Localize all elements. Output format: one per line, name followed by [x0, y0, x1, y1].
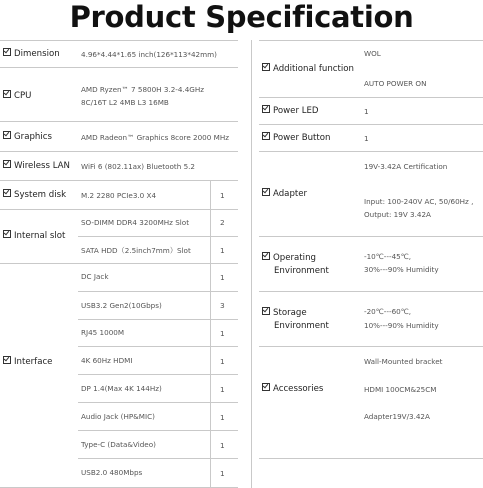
- checkbox-icon: [262, 307, 270, 315]
- row-divider: [0, 209, 238, 210]
- row-divider: [78, 458, 238, 459]
- checkbox-icon: [3, 189, 11, 197]
- interface-count: 1: [220, 413, 225, 422]
- power-led-value: 1: [364, 107, 369, 116]
- interface-row: DP 1.4(Max 4K 144Hz): [81, 384, 162, 393]
- internal-slot-label: Internal slot: [3, 230, 65, 242]
- interface-row: Audio Jack (HP&MIC): [81, 412, 155, 421]
- checkbox-icon: [262, 63, 270, 71]
- checkbox-icon: [3, 90, 11, 98]
- interface-count: 1: [220, 357, 225, 366]
- interface-row: 4K 60Hz HDMI: [81, 356, 133, 365]
- checkbox-icon: [3, 230, 11, 238]
- row-divider: [259, 346, 483, 347]
- row-divider: [0, 67, 238, 68]
- row-divider: [259, 40, 483, 41]
- internal-slot-count: 1: [220, 246, 225, 255]
- accessories-line-2: HDMI 100CM&25CM: [364, 385, 437, 394]
- page-title: Product Specification: [69, 0, 414, 34]
- interface-row: DC Jack: [81, 272, 109, 281]
- row-divider: [0, 121, 238, 122]
- interface-count: 3: [220, 301, 225, 310]
- row-divider: [0, 151, 238, 152]
- row-divider: [0, 180, 238, 181]
- operating-environment-label-2: Environment: [274, 266, 329, 276]
- cpu-line-1: AMD Ryzen™ 7 5800H 3.2-4.4GHz: [81, 85, 205, 94]
- row-divider: [78, 374, 238, 375]
- wireless-value: WiFi 6 (802.11ax) Bluetooth 5.2: [81, 162, 196, 171]
- row-divider: [0, 40, 238, 41]
- storage-humidity: 10%---90% Humidity: [364, 321, 439, 330]
- system-disk-label: System disk: [3, 189, 66, 201]
- power-button-value: 1: [364, 134, 369, 143]
- interface-count: 1: [220, 469, 225, 478]
- operating-temperature: -10℃---45℃,: [364, 252, 412, 261]
- adapter-line-1: 19V-3.42A Certification: [364, 162, 448, 171]
- system-disk-value: M.2 2280 PCIe3.0 X4: [81, 191, 157, 200]
- interface-label: Interface: [3, 356, 52, 368]
- interface-count: 1: [220, 273, 225, 282]
- internal-slot-row: SO-DIMM DDR4 3200MHz Slot: [81, 218, 190, 227]
- interface-row: USB3.2 Gen2(10Gbps): [81, 301, 162, 310]
- row-divider: [0, 263, 238, 264]
- row-divider: [259, 151, 483, 152]
- checkbox-icon: [3, 48, 11, 56]
- row-divider: [259, 97, 483, 98]
- adapter-label: Adapter: [262, 188, 307, 200]
- row-divider: [78, 402, 238, 403]
- operating-humidity: 30%---90% Humidity: [364, 265, 439, 274]
- checkbox-icon: [3, 356, 11, 364]
- internal-slot-count: 2: [220, 218, 225, 227]
- additional-function-label: Additional function: [262, 63, 354, 75]
- wireless-label: Wireless LAN: [3, 160, 70, 172]
- interface-count: 1: [220, 329, 225, 338]
- row-divider: [78, 236, 238, 237]
- system-disk-count: 1: [220, 191, 225, 200]
- adapter-line-3: Output: 19V 3.42A: [364, 210, 431, 219]
- row-divider: [259, 124, 483, 125]
- center-divider: [251, 40, 252, 488]
- interface-row: RJ45 1000M: [81, 328, 125, 337]
- internal-slot-row: SATA HDD（2.5inch7mm）Slot: [81, 246, 191, 255]
- row-divider: [78, 291, 238, 292]
- storage-environment-label: Storage: [262, 307, 307, 319]
- interface-count: 1: [220, 385, 225, 394]
- accessories-line-1: Wall-Mounted bracket: [364, 357, 443, 366]
- power-button-label: Power Button: [262, 132, 331, 144]
- dimension-value: 4.96*4.44*1.65 inch(126*113*42mm): [81, 50, 217, 59]
- row-divider: [78, 319, 238, 320]
- row-divider: [78, 430, 238, 431]
- additional-function-line-2: AUTO POWER ON: [364, 79, 427, 88]
- interface-count: 1: [220, 441, 225, 450]
- count-column-divider: [210, 180, 211, 487]
- interface-row: Type-C (Data&Video): [81, 440, 156, 449]
- checkbox-icon: [262, 132, 270, 140]
- operating-environment-label: Operating: [262, 252, 316, 264]
- storage-temperature: -20℃---60℃,: [364, 307, 412, 316]
- checkbox-icon: [262, 188, 270, 196]
- cpu-line-2: 8C/16T L2 4MB L3 16MB: [81, 98, 169, 107]
- dimension-label: Dimension: [3, 48, 60, 60]
- checkbox-icon: [262, 383, 270, 391]
- accessories-line-3: Adapter19V/3.42A: [364, 412, 430, 421]
- graphics-label: Graphics: [3, 131, 52, 143]
- graphics-value: AMD Radeon™ Graphics 8core 2000 MHz: [81, 133, 229, 142]
- interface-row: USB2.0 480Mbps: [81, 468, 143, 477]
- checkbox-icon: [3, 131, 11, 139]
- row-divider: [259, 458, 483, 459]
- checkbox-icon: [262, 105, 270, 113]
- row-divider: [78, 346, 238, 347]
- row-divider: [259, 291, 483, 292]
- storage-environment-label-2: Environment: [274, 321, 329, 331]
- adapter-line-2: Input: 100-240V AC, 50/60Hz ,: [364, 197, 474, 206]
- row-divider: [259, 236, 483, 237]
- accessories-label: Accessories: [262, 383, 323, 395]
- checkbox-icon: [262, 252, 270, 260]
- cpu-label: CPU: [3, 90, 31, 102]
- checkbox-icon: [3, 160, 11, 168]
- additional-function-line-1: WOL: [364, 49, 381, 58]
- power-led-label: Power LED: [262, 105, 319, 117]
